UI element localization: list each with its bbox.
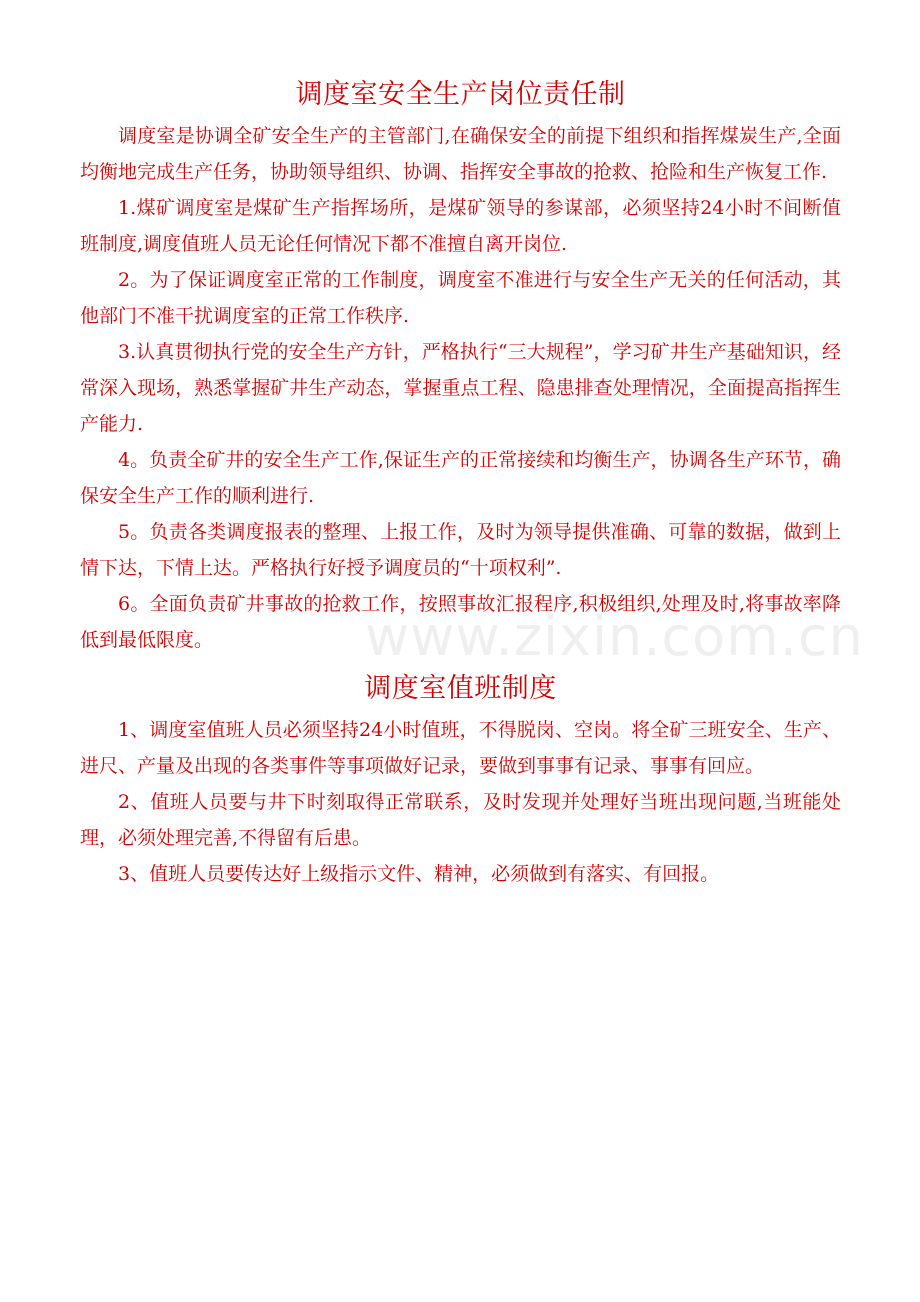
paragraph-item-4: 4。负责全矿井的安全生产工作,保证生产的正常接续和均衡生产，协调各生产环节，确保安全生产工作的顺利进行. [80,449,841,507]
paragraph-item-6: 6。全面负责矿井事故的抢救工作，按照事故汇报程序,积极组织,处理及时,将事故率降低到最低限度。 [80,593,841,651]
watermark-text: www.zixin.com.cn [365,605,864,668]
paragraph-item-2: 2。为了保证调度室正常的工作制度，调度室不准进行与安全生产无关的任何活动，其他部门不准干扰调度室的正常工作秩序. [80,269,841,327]
section-duty-system [80,666,841,892]
section-title: 调度室值班制度 [364,673,557,704]
paragraph-duty-1: 1、调度室值班人员必须坚持24小时值班，不得脱岗、空岗。将全矿三班安全、生产、进尺、产量及出现的各类事件等事项做好记录，要做到事事有记录、事事有回应。 [80,719,841,777]
paragraph-duty-3: 3、值班人员要传达好上级指示文件、精神，必须做到有落实、有回报。 [118,863,720,885]
paragraph-item-3: 3.认真贯彻执行党的安全生产方针，严格执行“三大规程”，学习矿井生产基础知识，经常深入现场，熟悉掌握矿井生产动态，掌握重点工程、隐患排查处理情况，全面提高指挥生产能力. [80,341,841,435]
paragraph-duty-2: 2、值班人员要与井下时刻取得正常联系，及时发现并处理好当班出现问题,当班能处理，必须处理完善,不得留有后患。 [80,791,841,849]
paragraph-item-1: 1.煤矿调度室是煤矿生产指挥场所，是煤矿领导的参谋部，必须坚持24小时不间断值班制度,调度值班人员无论任何情况下都不准擅自离开岗位. [80,197,841,255]
section-title: 调度室安全生产岗位责任制 [295,79,626,110]
section-job-responsibility [80,72,841,658]
paragraph-item-5: 5。负责各类调度报表的整理、上报工作，及时为领导提供准确、可靠的数据，做到上情下达，下情上达。严格执行好授予调度员的“十项权利”. [80,521,841,579]
paragraph-intro: 调度室是协调全矿安全生产的主管部门,在确保安全的前提下组织和指挥煤炭生产,全面均衡地完成生产任务，协助领导组织、协调、指挥安全事故的抢救、抢险和生产恢复工作. [80,125,841,183]
